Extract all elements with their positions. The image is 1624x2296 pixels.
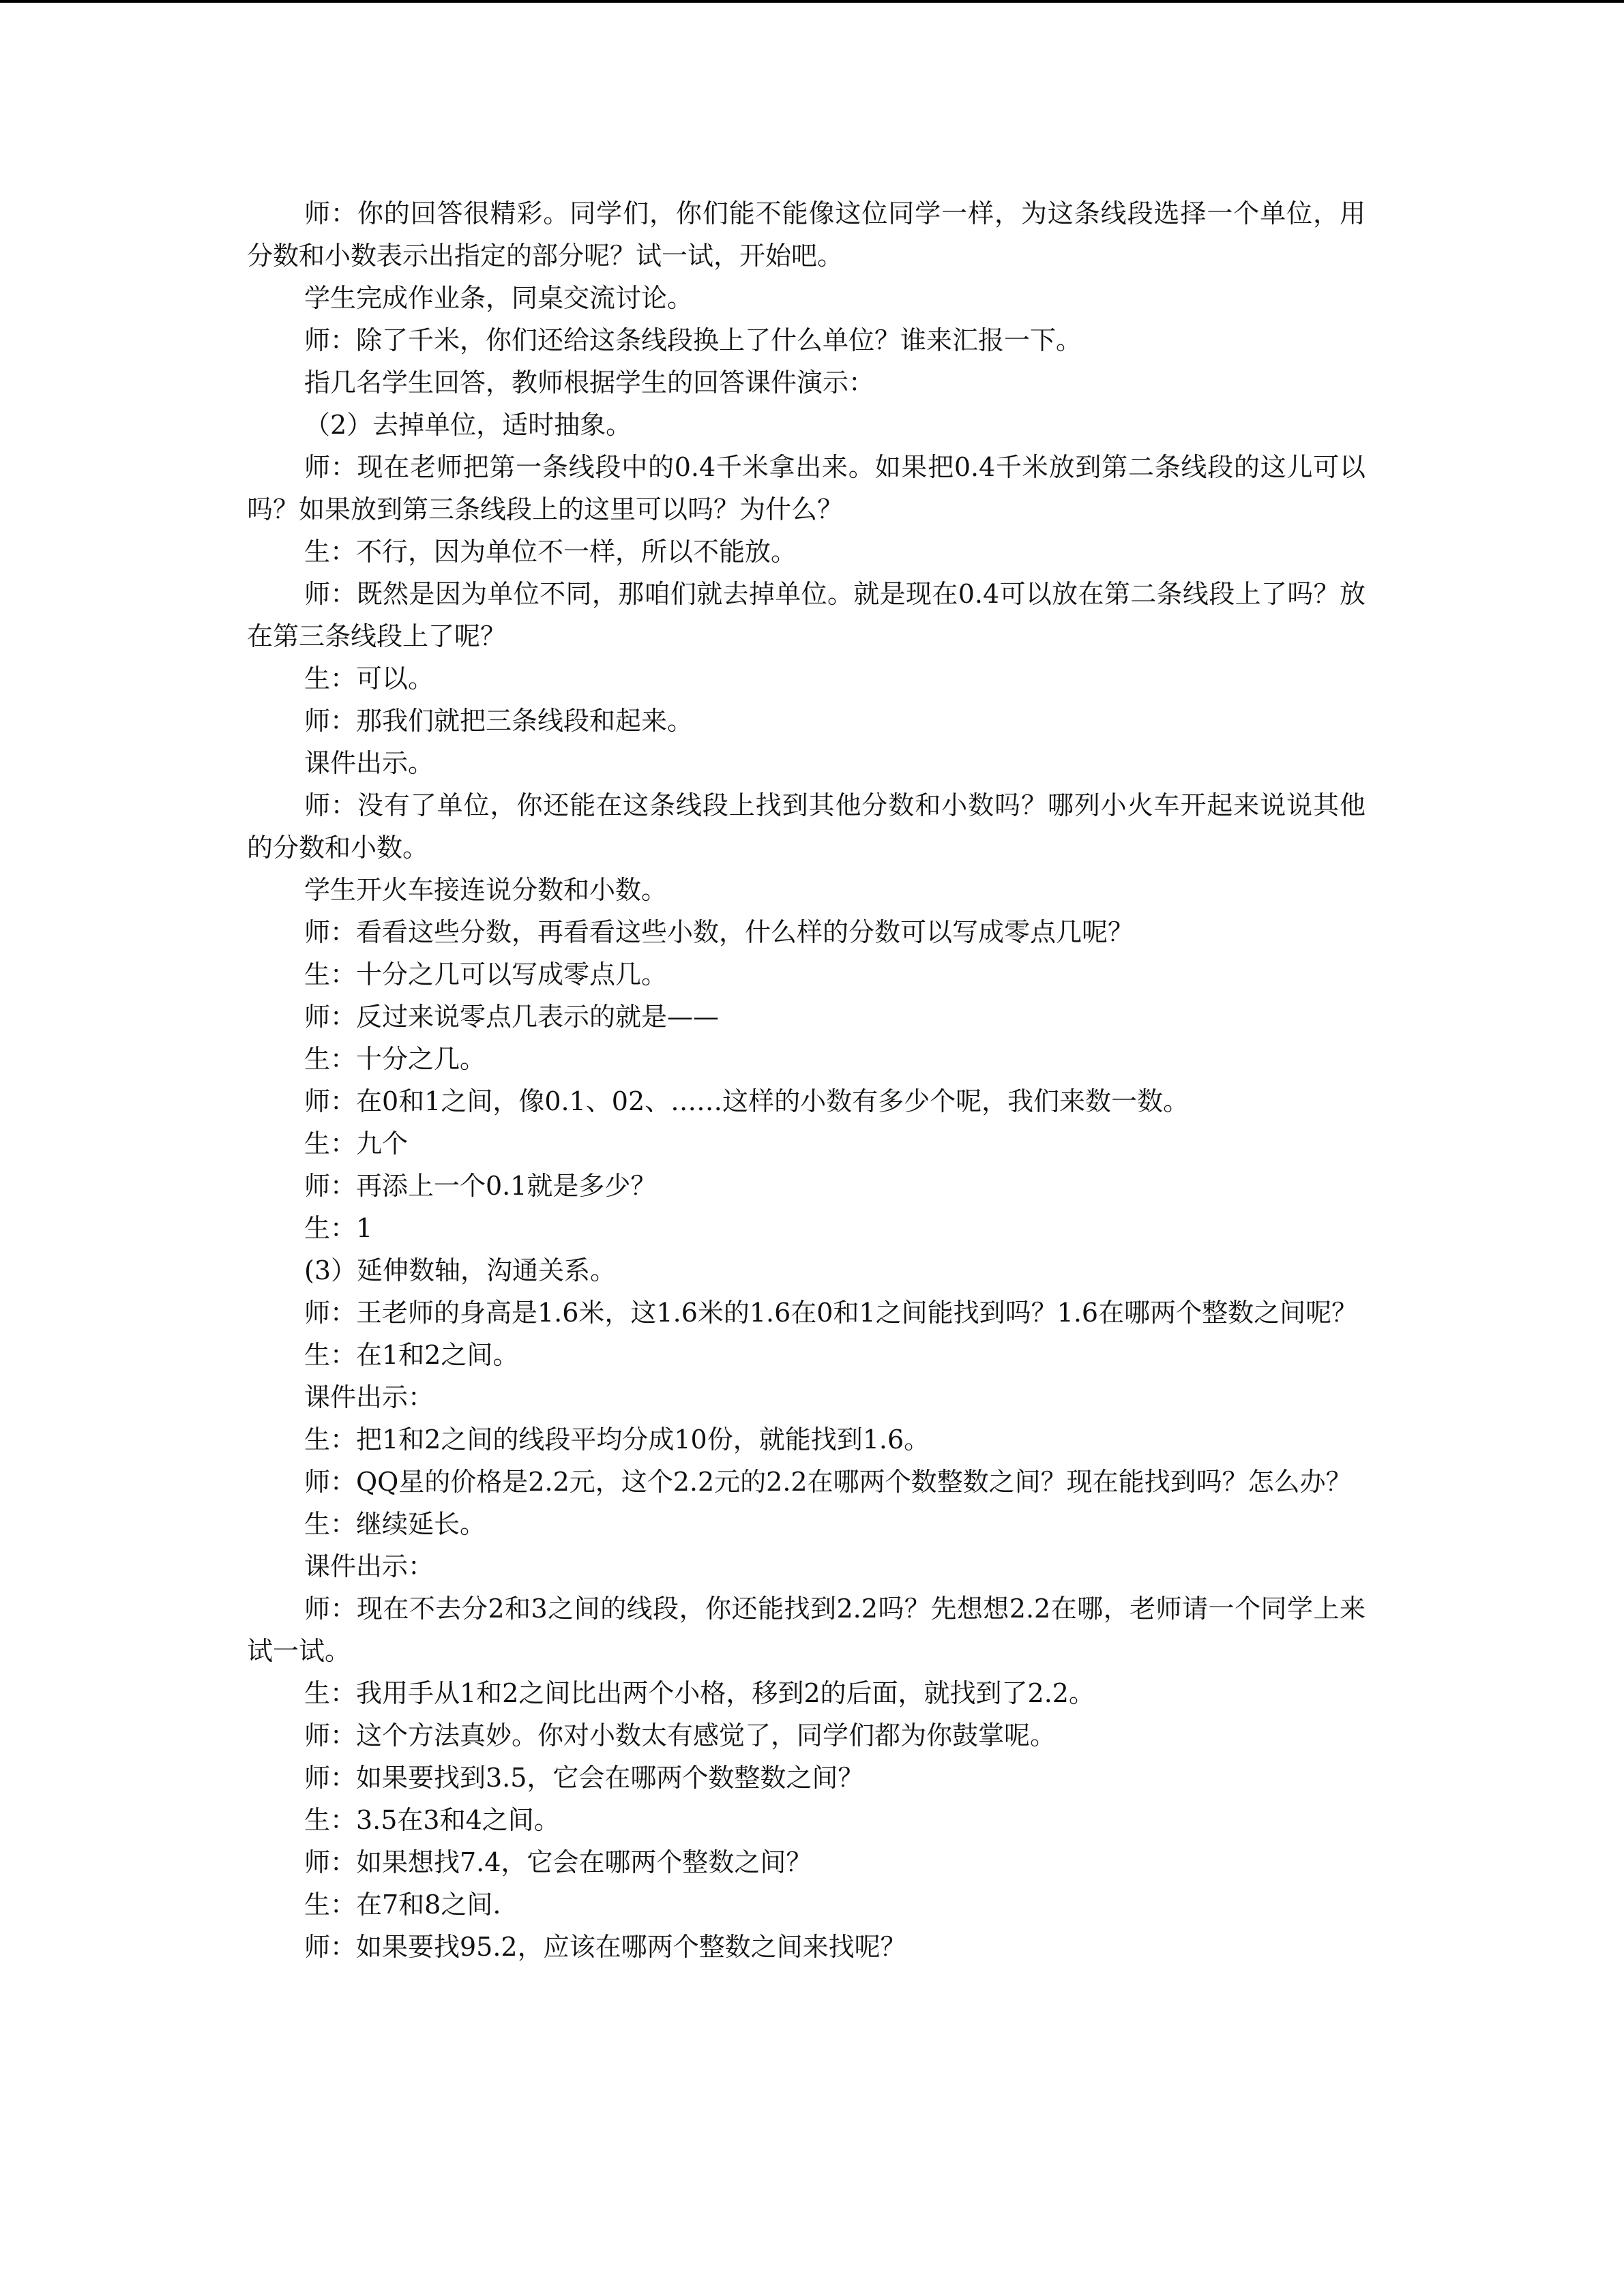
paragraph: 生：在1和2之间。 (304, 1340, 519, 1370)
paragraph: 师：没有了单位，你还能在这条线段上找到其他分数和小数吗？哪列小火车开起来说说其他的分数和小数。 (247, 790, 1365, 863)
paragraph: 生：我用手从1和2之间比出两个小格，移到2的后面，就找到了2.2。 (304, 1678, 1095, 1708)
paragraph: 师：如果要找95.2，应该在哪两个整数之间来找呢？ (304, 1932, 906, 1962)
paragraph: 师：看看这些分数，再看看这些小数，什么样的分数可以写成零点几呢？ (304, 917, 1134, 947)
paragraph: 师：这个方法真妙。你对小数太有感觉了，同学们都为你鼓掌呢。 (304, 1720, 1057, 1750)
paragraph: 师：那我们就把三条线段和起来。 (304, 706, 694, 736)
paragraph: 师：在0和1之间，像0.1、02、……这样的小数有多少个呢，我们来数一数。 (304, 1086, 1190, 1116)
paragraph: 课件出示。 (304, 748, 434, 778)
paragraph: 学生开火车接连说分数和小数。 (304, 875, 668, 905)
paragraph: 师：王老师的身高是1.6米，这1.6米的1.6在0和1之间能找到吗？1.6在哪两个整数之间呢？ (304, 1298, 1358, 1328)
paragraph: 课件出示： (304, 1382, 434, 1412)
paragraph: 生：3.5在3和4之间。 (304, 1805, 560, 1835)
paragraph: 生：可以。 (304, 664, 434, 694)
paragraph: 生：继续延长。 (304, 1509, 486, 1539)
paragraph: 学生完成作业条，同桌交流讨论。 (304, 283, 694, 313)
paragraph: 师：现在老师把第一条线段中的0.4千米拿出来。如果把0.4千米放到第二条线段的这儿可以吗？如果放到第三条线段上的这里可以吗？为什么？ (247, 452, 1365, 524)
paragraph: 生：不行，因为单位不一样，所以不能放。 (304, 537, 797, 567)
paragraph: 师：现在不去分2和3之间的线段，你还能找到2.2吗？先想想2.2在哪，老师请一个同学上来试一试。 (247, 1594, 1365, 1666)
document-body (247, 192, 1365, 1968)
paragraph: 生：九个 (304, 1129, 409, 1159)
paragraph: 生：1 (304, 1213, 373, 1243)
paragraph: 师：你的回答很精彩。同学们，你们能不能像这位同学一样，为这条线段选择一个单位，用分数和小数表示出指定的部分呢？试一试，开始吧。 (247, 198, 1365, 271)
paragraph: 生：在7和8之间. (304, 1890, 501, 1920)
paragraph: (3）延伸数轴，沟通关系。 (304, 1255, 617, 1285)
paragraph: 课件出示： (304, 1551, 434, 1581)
paragraph: 师：除了千米，你们还给这条线段换上了什么单位？谁来汇报一下。 (304, 325, 1082, 355)
paragraph: 指几名学生回答，教师根据学生的回答课件演示： (304, 368, 875, 398)
paragraph: 师：如果想找7.4，它会在哪两个整数之间？ (304, 1847, 812, 1877)
paragraph: （2）去掉单位，适时抽象。 (304, 410, 632, 440)
paragraph: 师：QQ星的价格是2.2元，这个2.2元的2.2在哪两个数整数之间？现在能找到吗？怎么办？ (304, 1467, 1352, 1497)
paragraph: 师：如果要找到3.5，它会在哪两个数整数之间？ (304, 1763, 864, 1793)
paragraph: 师：再添上一个0.1就是多少？ (304, 1171, 657, 1201)
paragraph: 师：既然是因为单位不同，那咱们就去掉单位。就是现在0.4可以放在第二条线段上了吗？放在第三条线段上了呢？ (247, 579, 1365, 651)
paragraph: 生：十分之几可以写成零点几。 (304, 959, 668, 989)
top-border-rule (0, 0, 1624, 3)
paragraph: 生：十分之几。 (304, 1044, 486, 1074)
paragraph: 师：反过来说零点几表示的就是—— (304, 1002, 720, 1032)
paragraph: 生：把1和2之间的线段平均分成10份，就能找到1.6。 (304, 1425, 930, 1455)
